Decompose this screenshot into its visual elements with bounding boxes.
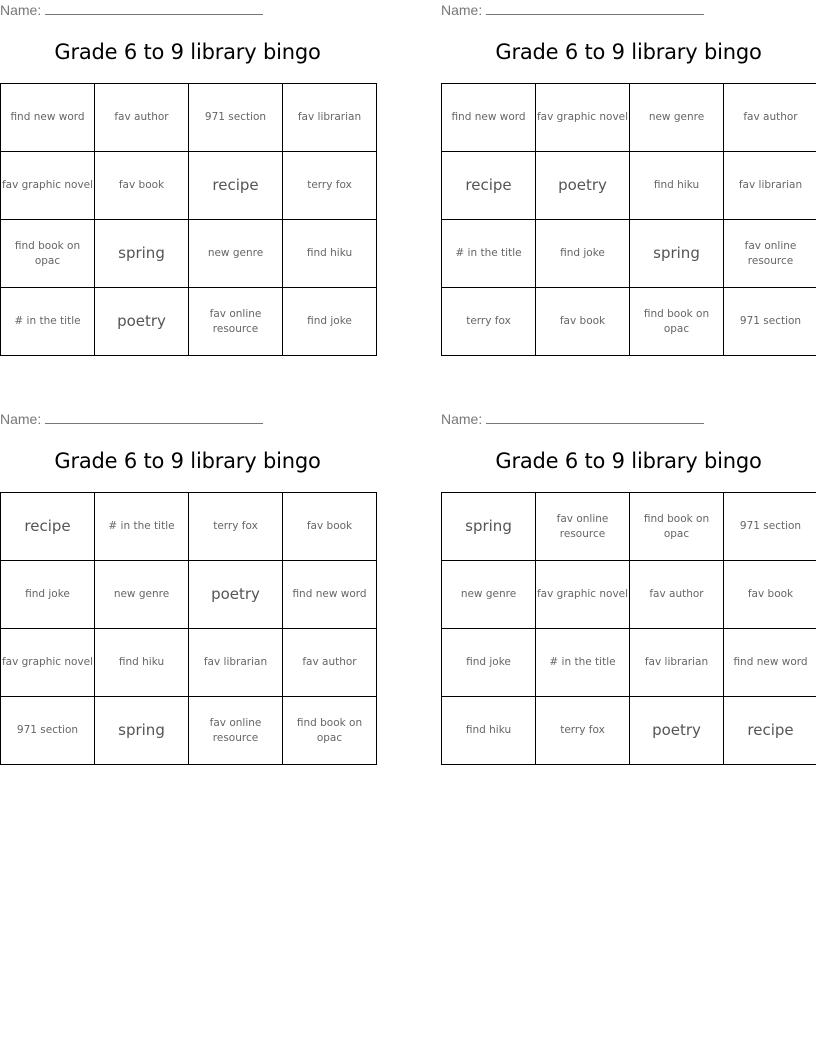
bingo-cell[interactable]: fav author [630,561,724,629]
bingo-cell[interactable]: find book on opac [630,288,724,356]
bingo-cell[interactable]: spring [442,493,536,561]
grid-row [442,629,816,697]
grid-row [442,288,816,356]
grid-row [442,561,816,629]
bingo-cell[interactable]: # in the title [95,493,189,561]
bingo-cell[interactable]: fav author [95,84,189,152]
bingo-cell[interactable]: recipe [724,697,816,765]
bingo-cell[interactable]: fav graphic novel [1,152,95,220]
name-label: Name: [0,2,42,18]
bingo-cell[interactable]: fav graphic novel [536,84,630,152]
bingo-cell[interactable]: fav book [536,288,630,356]
bingo-cell[interactable]: 971 section [189,84,283,152]
bingo-cell[interactable]: terry fox [283,152,377,220]
bingo-cell[interactable]: spring [630,220,724,288]
bingo-cell[interactable]: terry fox [189,493,283,561]
bingo-cell[interactable]: poetry [536,152,630,220]
card-title: Grade 6 to 9 library bingo [495,449,762,473]
bingo-cell[interactable]: new genre [189,220,283,288]
bingo-cell[interactable]: fav graphic novel [536,561,630,629]
bingo-cell[interactable]: find hiku [442,697,536,765]
bingo-cell[interactable]: find hiku [95,629,189,697]
name-blank[interactable] [486,2,704,15]
bingo-grid [0,83,377,356]
card-title: Grade 6 to 9 library bingo [54,449,321,473]
bingo-cell[interactable]: fav book [95,152,189,220]
grid-row [442,84,816,152]
bingo-cell[interactable]: fav librarian [283,84,377,152]
name-field[interactable] [441,411,704,427]
grid-row [1,220,377,288]
name-field[interactable] [441,2,704,18]
bingo-cell[interactable]: fav librarian [724,152,816,220]
bingo-cell[interactable]: find book on opac [630,493,724,561]
bingo-cell[interactable]: find new word [1,84,95,152]
bingo-cell[interactable]: fav graphic novel [1,629,95,697]
bingo-cell[interactable]: fav online resource [189,288,283,356]
bingo-cell[interactable]: find joke [1,561,95,629]
bingo-grid [0,492,377,765]
bingo-cell[interactable]: terry fox [442,288,536,356]
bingo-cell[interactable]: # in the title [1,288,95,356]
bingo-cell[interactable]: recipe [189,152,283,220]
grid-row [1,152,377,220]
bingo-cell[interactable]: fav author [724,84,816,152]
bingo-cell[interactable]: # in the title [442,220,536,288]
bingo-cell[interactable]: find book on opac [283,697,377,765]
bingo-cell[interactable]: fav online resource [536,493,630,561]
name-field[interactable] [0,411,263,427]
card-title: Grade 6 to 9 library bingo [54,40,321,64]
bingo-cell[interactable]: spring [95,697,189,765]
grid-row [1,288,377,356]
bingo-cell[interactable]: fav book [283,493,377,561]
bingo-cell[interactable]: 971 section [1,697,95,765]
bingo-cell[interactable]: fav book [724,561,816,629]
bingo-cell[interactable]: # in the title [536,629,630,697]
grid-row [1,561,377,629]
bingo-cell[interactable]: new genre [95,561,189,629]
bingo-cell[interactable]: find new word [442,84,536,152]
bingo-cell[interactable]: fav librarian [630,629,724,697]
bingo-cell[interactable]: find hiku [283,220,377,288]
bingo-cell[interactable]: fav online resource [189,697,283,765]
name-field[interactable] [0,2,263,18]
bingo-cell[interactable]: new genre [630,84,724,152]
grid-row [442,697,816,765]
name-blank[interactable] [45,2,263,15]
bingo-cell[interactable]: find joke [283,288,377,356]
bingo-cell[interactable]: recipe [1,493,95,561]
bingo-cell[interactable]: find new word [724,629,816,697]
name-blank[interactable] [45,411,263,424]
grid-row [442,493,816,561]
bingo-cell[interactable]: find new word [283,561,377,629]
bingo-cell[interactable]: fav author [283,629,377,697]
bingo-cell[interactable]: poetry [95,288,189,356]
grid-row [442,152,816,220]
bingo-cell[interactable]: fav librarian [189,629,283,697]
bingo-cell[interactable]: 971 section [724,288,816,356]
name-label: Name: [441,411,483,427]
bingo-cell[interactable]: poetry [630,697,724,765]
bingo-cell[interactable]: find book on opac [1,220,95,288]
bingo-cell[interactable]: poetry [189,561,283,629]
bingo-cell[interactable]: find hiku [630,152,724,220]
bingo-grid [441,83,816,356]
bingo-cell[interactable]: fav online resource [724,220,816,288]
bingo-cell[interactable]: spring [95,220,189,288]
bingo-cell[interactable]: find joke [536,220,630,288]
grid-row [442,220,816,288]
name-blank[interactable] [486,411,704,424]
grid-row [1,493,377,561]
grid-row [1,697,377,765]
bingo-cell[interactable]: find joke [442,629,536,697]
card-title: Grade 6 to 9 library bingo [495,40,762,64]
bingo-cell[interactable]: new genre [442,561,536,629]
grid-row [1,84,377,152]
grid-row [1,629,377,697]
bingo-cell[interactable]: terry fox [536,697,630,765]
bingo-grid [441,492,816,765]
bingo-cell[interactable]: 971 section [724,493,816,561]
bingo-cell[interactable]: recipe [442,152,536,220]
name-label: Name: [441,2,483,18]
name-label: Name: [0,411,42,427]
